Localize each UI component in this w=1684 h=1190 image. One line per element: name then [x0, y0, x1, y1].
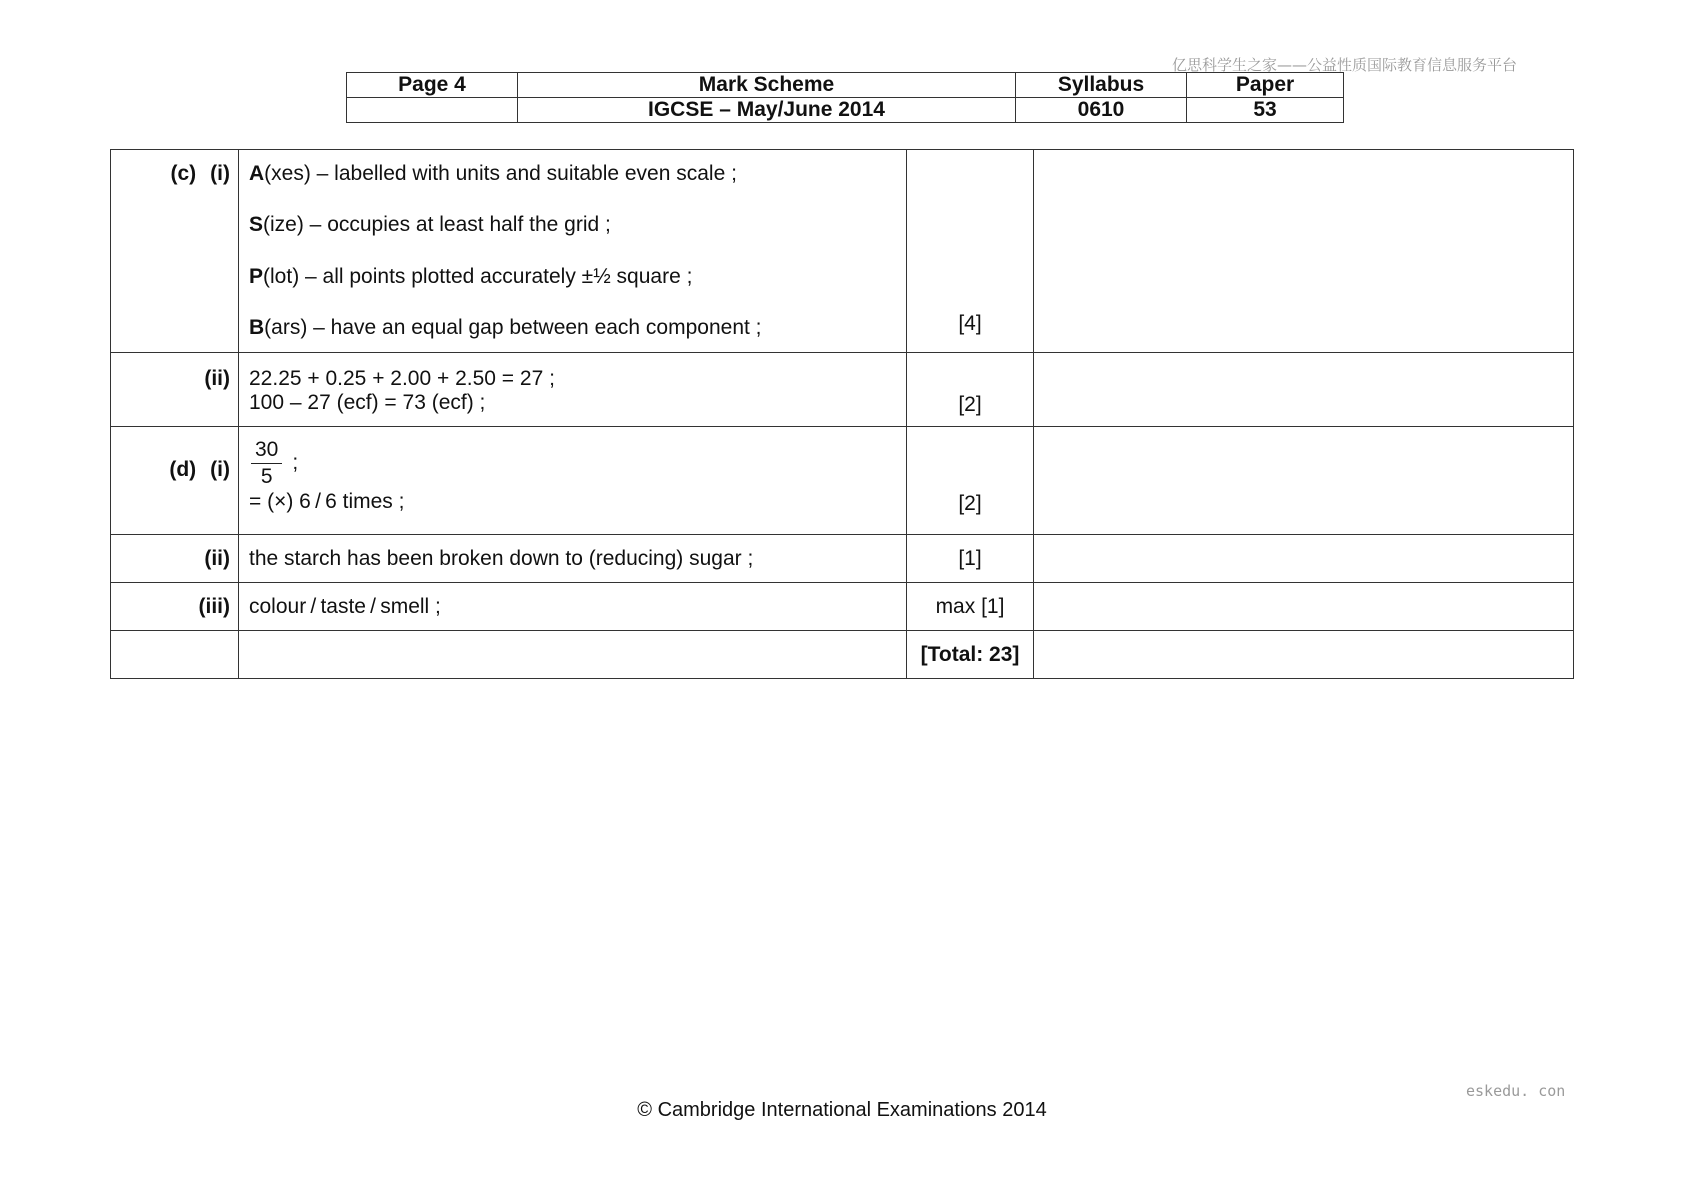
header-row-1 [347, 73, 1344, 98]
question-label [111, 535, 239, 583]
question-part: (c) [170, 162, 197, 185]
answer-line: 22.25 + 0.25 + 2.00 + 2.50 = 27 ; [249, 367, 555, 390]
guidance-cell [1034, 150, 1574, 353]
table-row [111, 535, 1574, 583]
question-label [111, 631, 239, 679]
marks-cell: max [1] [907, 583, 1034, 631]
marks-cell: [2] [907, 427, 1034, 535]
criterion-letter: A [249, 162, 265, 185]
mark-scheme-table [110, 149, 1574, 679]
answer-cell [239, 583, 907, 631]
criterion-text: (ars) – have an equal gap between each component ; [264, 316, 762, 339]
answer-cell [239, 631, 907, 679]
question-label [111, 353, 239, 427]
answer-cell [239, 353, 907, 427]
answer-line: = (×) 6 / 6 times ; [249, 490, 405, 513]
question-label [111, 150, 239, 353]
watermark-top: 亿思科学生之家——公益性质国际教育信息服务平台 [1172, 56, 1518, 74]
marks-cell: [4] [907, 150, 1034, 353]
title-label: Mark Scheme [518, 73, 1016, 98]
marks-cell: [1] [907, 535, 1034, 583]
page-number: Page 4 [347, 73, 518, 98]
syllabus-label: Syllabus [1016, 73, 1187, 98]
table-row [111, 353, 1574, 427]
total-marks: [Total: 23] [907, 631, 1034, 679]
answer-line [249, 316, 906, 340]
table-row [111, 631, 1574, 679]
criterion-text: (xes) – labelled with units and suitable even scale ; [264, 162, 737, 185]
criterion-letter: S [249, 213, 264, 236]
question-subpart: (iii) [198, 595, 230, 618]
guidance-cell [1034, 631, 1574, 679]
header-row-2 [347, 98, 1344, 123]
answer-cell [239, 150, 907, 353]
criterion-text: (ize) – occupies at least half the grid ; [263, 213, 611, 236]
exam-session: IGCSE – May/June 2014 [518, 98, 1016, 123]
question-subpart: (ii) [204, 367, 230, 390]
answer-line [249, 213, 906, 237]
answer-line [249, 162, 906, 186]
question-subpart: (i) [210, 162, 230, 185]
fraction-suffix: ; [292, 451, 299, 475]
fraction-numerator: 30 [251, 437, 282, 464]
answer-line: the starch has been broken down to (reducing) sugar ; [249, 547, 754, 570]
guidance-cell [1034, 535, 1574, 583]
header-table [346, 72, 1344, 123]
paper-number: 53 [1187, 98, 1344, 123]
fraction [251, 437, 282, 490]
question-label [111, 583, 239, 631]
watermark-bottom: eskedu. con [1466, 1082, 1566, 1100]
guidance-cell [1034, 353, 1574, 427]
answer-line [249, 265, 906, 289]
paper-label: Paper [1187, 73, 1344, 98]
answer-cell [239, 535, 907, 583]
criterion-text: (lot) – all points plotted accurately ±½ square ; [263, 265, 693, 288]
fraction-denominator: 5 [260, 465, 273, 488]
question-subpart: (i) [210, 458, 230, 481]
question-label [111, 427, 239, 535]
copyright-footer: © Cambridge International Examinations 2014 [637, 1099, 1047, 1121]
table-row [111, 427, 1574, 535]
syllabus-code: 0610 [1016, 98, 1187, 123]
criterion-letter: B [249, 316, 265, 339]
table-row [111, 150, 1574, 353]
guidance-cell [1034, 583, 1574, 631]
question-subpart: (ii) [204, 547, 230, 570]
question-part: (d) [169, 458, 197, 481]
table-row [111, 583, 1574, 631]
answer-line: 100 – 27 (ecf) = 73 (ecf) ; [249, 391, 486, 414]
answer-cell [239, 427, 907, 535]
header-empty-cell [347, 98, 518, 123]
criterion-letter: P [249, 265, 264, 288]
marks-cell: [2] [907, 353, 1034, 427]
fraction-line [249, 437, 906, 490]
answer-line: colour / taste / smell ; [249, 595, 441, 618]
guidance-cell [1034, 427, 1574, 535]
